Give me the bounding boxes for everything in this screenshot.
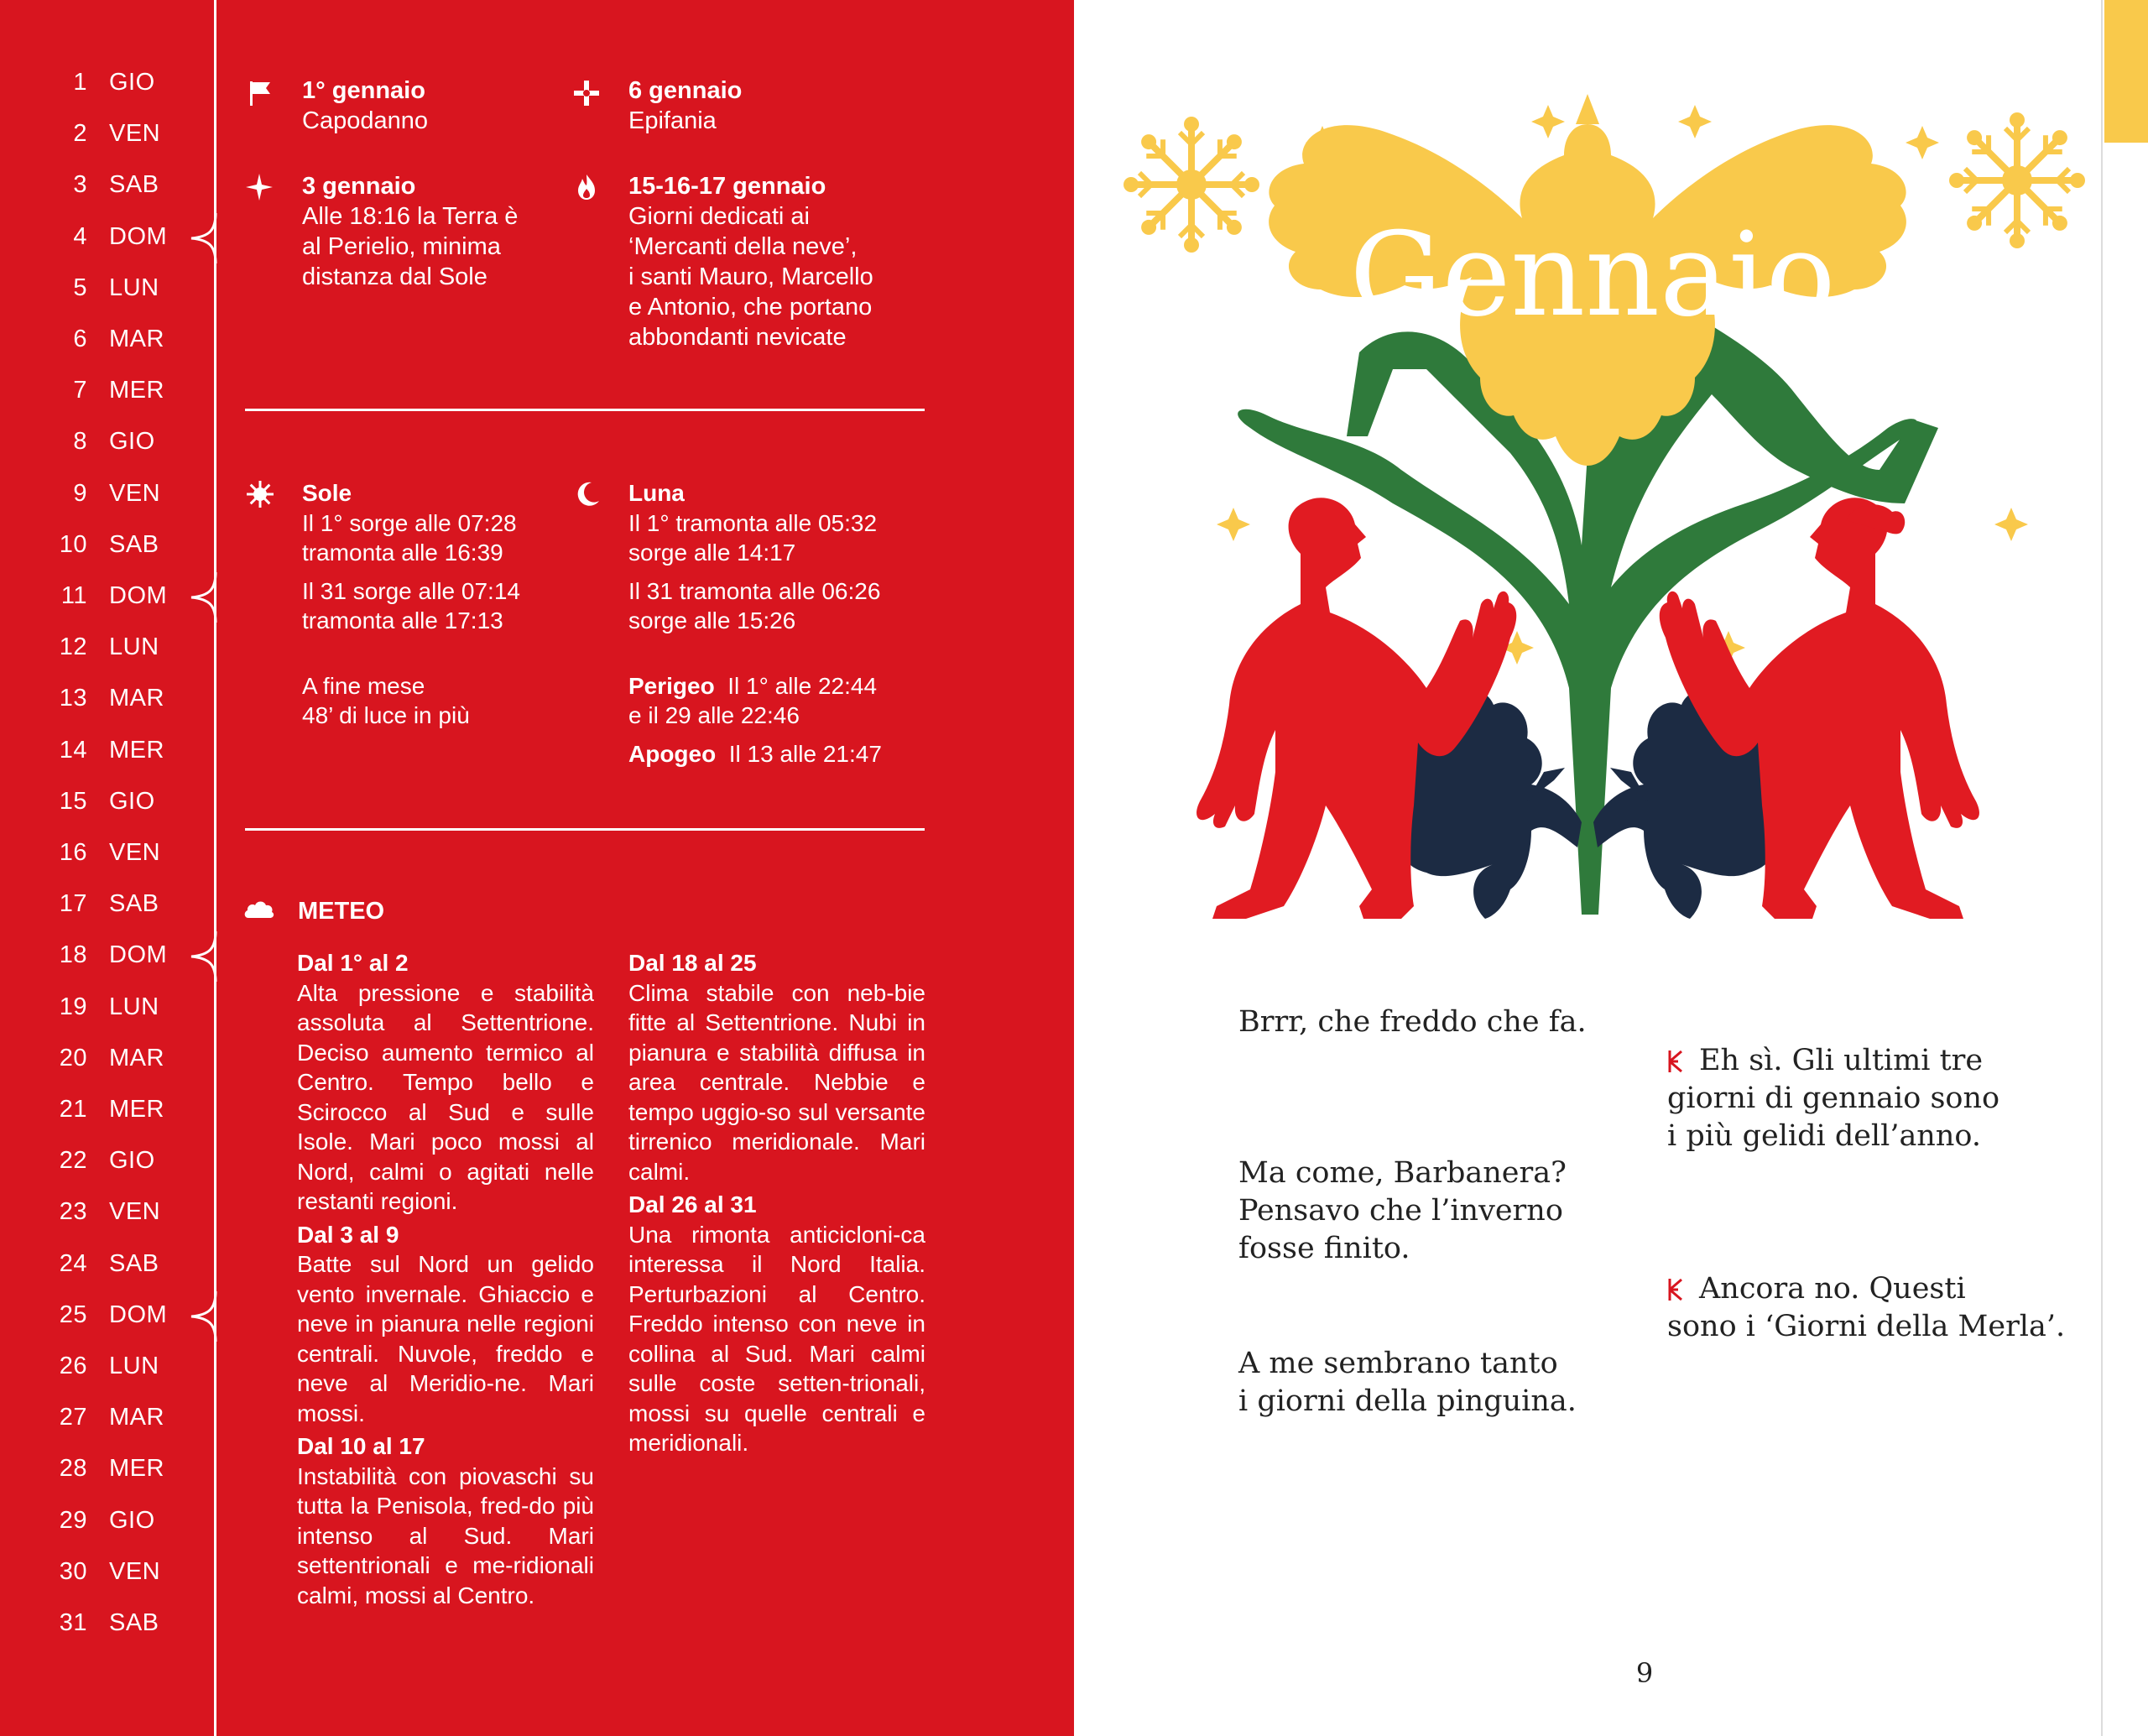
day-weekday: GIO [109,1147,155,1175]
star-icon [245,173,274,201]
meteo-text: Batte sul Nord un gelido vento invernale. Ghiaccio e neve in pianura nelle regioni centrali. Nuvole, freddo e neve al Meridio-ne. Mari mossi. [297,1251,594,1426]
dialog-a1 [1667,1042,1999,1155]
day-weekday: MAR [109,1044,164,1071]
day-weekday: LUN [109,633,159,661]
dialog-line: Ancora no. Questi [1699,1272,1966,1306]
day-number: 7 [73,377,87,404]
day-weekday: SAB [109,1609,159,1636]
day-weekday: MER [109,736,164,764]
dialog-line: A me sembrano tanto [1238,1347,1558,1380]
dialog-line: i più gelidi dell’anno. [1667,1119,1981,1153]
week-bracket [185,931,218,982]
event-title: 15-16-17 gennaio [628,173,826,200]
day-row [34,428,185,478]
day-weekday: MAR [109,685,164,712]
day-number: 21 [59,1096,87,1123]
month-title: Gennaio [1349,207,1836,342]
dialog-line: Eh sì. Gli ultimi tre [1699,1044,1984,1077]
day-number: 14 [59,736,87,764]
sun-line: Il 31 sorge alle 07:14 [302,577,520,604]
day-number: 24 [59,1249,87,1277]
meteo-period: Dal 26 al 31 [628,1191,757,1217]
day-weekday: VEN [109,479,161,507]
day-row [34,1353,185,1403]
day-number: 17 [59,890,87,918]
event-title: 6 gennaio [628,77,743,104]
day-number: 22 [59,1147,87,1175]
day-number: 30 [59,1557,87,1585]
flame-icon [572,173,601,201]
day-number: 8 [73,428,87,456]
meteo-text: Instabilità con piovaschi su tutta la Penisola, fred-do più intenso al Sud. Mari settentrionali e me-ridionali calmi, mossi al Centro. [297,1462,594,1608]
moon-icon [573,480,602,508]
event-line: Giorni dedicati ai [628,203,810,230]
event-line: e Antonio, che portano [628,294,873,321]
day-weekday: SAB [109,530,159,558]
day-row [34,274,185,325]
day-row [34,1147,185,1197]
moon-line: sorge alle 15:26 [628,607,796,633]
sun-title: Sole [302,480,352,506]
meteo-column-1 [297,948,594,1613]
day-weekday: MAR [109,1404,164,1431]
meteo-text: Alta pressione e stabilità assoluta al Settentrione. Deciso aumento termico al Centro. Tempo bello e Scirocco al Sud e sulle Isole. Mari poco mossi al Nord, calmi o agitati nelle restanti regioni. [297,979,594,1214]
moon-line: Il 1° tramonta alle 05:32 [628,509,878,536]
day-row [34,1455,185,1505]
day-number: 19 [59,993,87,1020]
day-row [34,1609,185,1660]
day-weekday: GIO [109,428,155,456]
event-epiphany [628,76,742,136]
day-row [34,1045,185,1095]
meteo-period: Dal 18 al 25 [628,950,757,976]
dialog-line: fosse finito. [1238,1232,1410,1265]
day-number: 29 [59,1506,87,1534]
right-page [1074,0,2148,1736]
day-row [34,993,185,1044]
day-row [34,1404,185,1454]
moon-line: e il 29 alle 22:46 [628,702,800,728]
week-bracket [185,1291,218,1342]
meteo-period: Dal 1° al 2 [297,950,409,976]
flag-icon [247,79,275,107]
day-number: 31 [59,1609,87,1636]
dialog-line: giorni di gennaio sono [1667,1082,2000,1115]
day-row [34,890,185,941]
snowflake-icon [1949,112,2085,248]
dialog-q3 [1238,1345,1577,1421]
sun-line: Il 1° sorge alle 07:28 [302,509,517,536]
day-weekday: VEN [109,1557,161,1585]
event-perihelion [302,171,518,292]
day-row [34,1096,185,1146]
day-number: 1 [73,69,87,96]
day-number: 25 [59,1301,87,1328]
dialog-a2 [1667,1270,2065,1346]
event-title: 3 gennaio [302,173,416,200]
day-row [34,1301,185,1352]
snowflake-icon [1124,117,1259,253]
apogeo-label: Apogeo [628,740,717,767]
meteo-text: Una rimonta anticicloni-ca interessa il Nord Italia. Perturbazioni al Centro. Freddo intenso con neve in collina al Sud. Mari calmi sulle coste setten-trionali, mossi su quelle centrali e meridionali. [628,1221,925,1456]
day-row [34,582,185,633]
dialog-line: i giorni della pinguina. [1238,1384,1577,1418]
day-number: 2 [73,120,87,148]
perigeo-label: Perigeo [628,672,715,699]
meteo-text: Clima stabile con neb-bie fitte al Settentrione. Nubi in pianura e stabilità diffusa in area centrale. Nebbie e tempo uggio-so sul versante tirrenico meridionale. Mari calmi. [628,979,925,1185]
day-number: 11 [60,582,87,609]
event-snow-merchants [628,171,873,352]
week-bracket [185,572,218,623]
day-row [34,171,185,222]
gennaio-illustration [1074,0,2101,957]
dialog-q1: Brrr, che freddo che fa. [1238,1005,1587,1039]
day-row [34,685,185,735]
day-weekday: SAB [109,890,159,918]
day-weekday: DOM [109,582,168,609]
dialog-q2 [1238,1155,1567,1268]
event-line: al Perielio, minima [302,233,501,260]
day-weekday: LUN [109,1353,159,1379]
day-row [34,1507,185,1557]
day-row [34,1250,185,1301]
day-weekday: GIO [109,1506,155,1534]
day-weekday: DOM [109,941,168,969]
day-row [34,531,185,581]
day-number: 23 [59,1198,87,1226]
day-weekday: GIO [109,69,155,96]
day-weekday: MER [109,1096,164,1123]
sun-icon [246,480,274,508]
meteo-title: METEO [298,898,385,925]
day-number: 16 [59,839,87,866]
day-row [34,480,185,530]
moon-line: Il 13 alle 21:47 [728,740,882,767]
event-line: i santi Mauro, Marcello [628,263,873,290]
dialog-line: Pensavo che l’inverno [1238,1194,1563,1228]
sun-line: 48’ di luce in più [302,702,470,728]
sun-line: tramonta alle 17:13 [302,607,503,633]
week-bracket [185,213,218,263]
event-text: Capodanno [302,107,428,134]
day-weekday: VEN [109,839,161,866]
day-row [34,1198,185,1249]
day-number: 28 [59,1455,87,1483]
day-weekday: GIO [109,787,155,815]
dialog-line: Ma come, Barbanera? [1238,1156,1567,1190]
day-weekday: MER [109,377,164,404]
day-number: 4 [73,222,87,250]
day-number: 27 [59,1404,87,1431]
day-row [34,737,185,787]
day-weekday: LUN [109,274,159,301]
day-row [34,377,185,427]
dialog-line: sono i ‘Giorni della Merla’. [1667,1310,2066,1343]
day-number: 20 [59,1044,87,1071]
moon-line: sorge alle 14:17 [628,540,796,566]
moon-info [628,478,882,769]
cloud-icon [243,898,275,923]
moon-title: Luna [628,480,685,506]
event-line: ‘Mercanti della neve’, [628,233,858,260]
day-number: 15 [59,787,87,815]
day-weekday: LUN [109,993,159,1020]
day-row [34,326,185,376]
day-row [34,941,185,992]
day-number: 5 [73,274,87,301]
day-row [34,120,185,170]
day-row [34,223,185,274]
day-weekday: DOM [109,222,168,250]
day-number: 10 [59,530,87,558]
day-weekday: DOM [109,1301,168,1328]
day-weekday: VEN [109,120,161,148]
day-weekday: MAR [109,326,164,352]
day-number: 13 [59,685,87,712]
day-number: 9 [73,479,87,507]
moon-line: Il 31 tramonta alle 06:26 [628,577,881,604]
day-row [34,839,185,889]
page-edge [2101,0,2103,1736]
day-number: 3 [73,171,87,199]
day-weekday: MER [109,1455,164,1483]
day-weekday: VEN [109,1198,161,1226]
day-number: 18 [59,941,87,969]
sun-line: A fine mese [302,672,425,699]
event-line: abbondanti nevicate [628,324,847,351]
meteo-period: Dal 10 al 17 [297,1433,425,1459]
day-weekday: SAB [109,171,159,199]
sun-info [302,478,520,731]
event-text: Epifania [628,107,717,134]
meteo-period: Dal 3 al 9 [297,1221,399,1248]
day-row [34,1558,185,1608]
event-new-year [302,76,428,136]
meteo-column-2 [628,948,925,1462]
day-row [34,633,185,684]
day-number: 26 [59,1353,87,1379]
sun-line: tramonta alle 16:39 [302,540,503,566]
day-row [34,788,185,838]
day-number: 6 [73,326,87,352]
event-line: distanza dal Sole [302,263,487,290]
page-number: 9 [1635,1657,1654,1689]
cross-icon [572,79,601,107]
day-number: 12 [59,633,87,661]
section-divider [245,828,925,831]
month-tab [2104,0,2148,143]
moon-line: Il 1° alle 22:44 [727,672,878,699]
section-divider [245,409,925,411]
event-title: 1° gennaio [302,77,425,104]
day-row [34,69,185,119]
day-weekday: SAB [109,1249,159,1277]
event-line: Alle 18:16 la Terra è [302,203,519,230]
